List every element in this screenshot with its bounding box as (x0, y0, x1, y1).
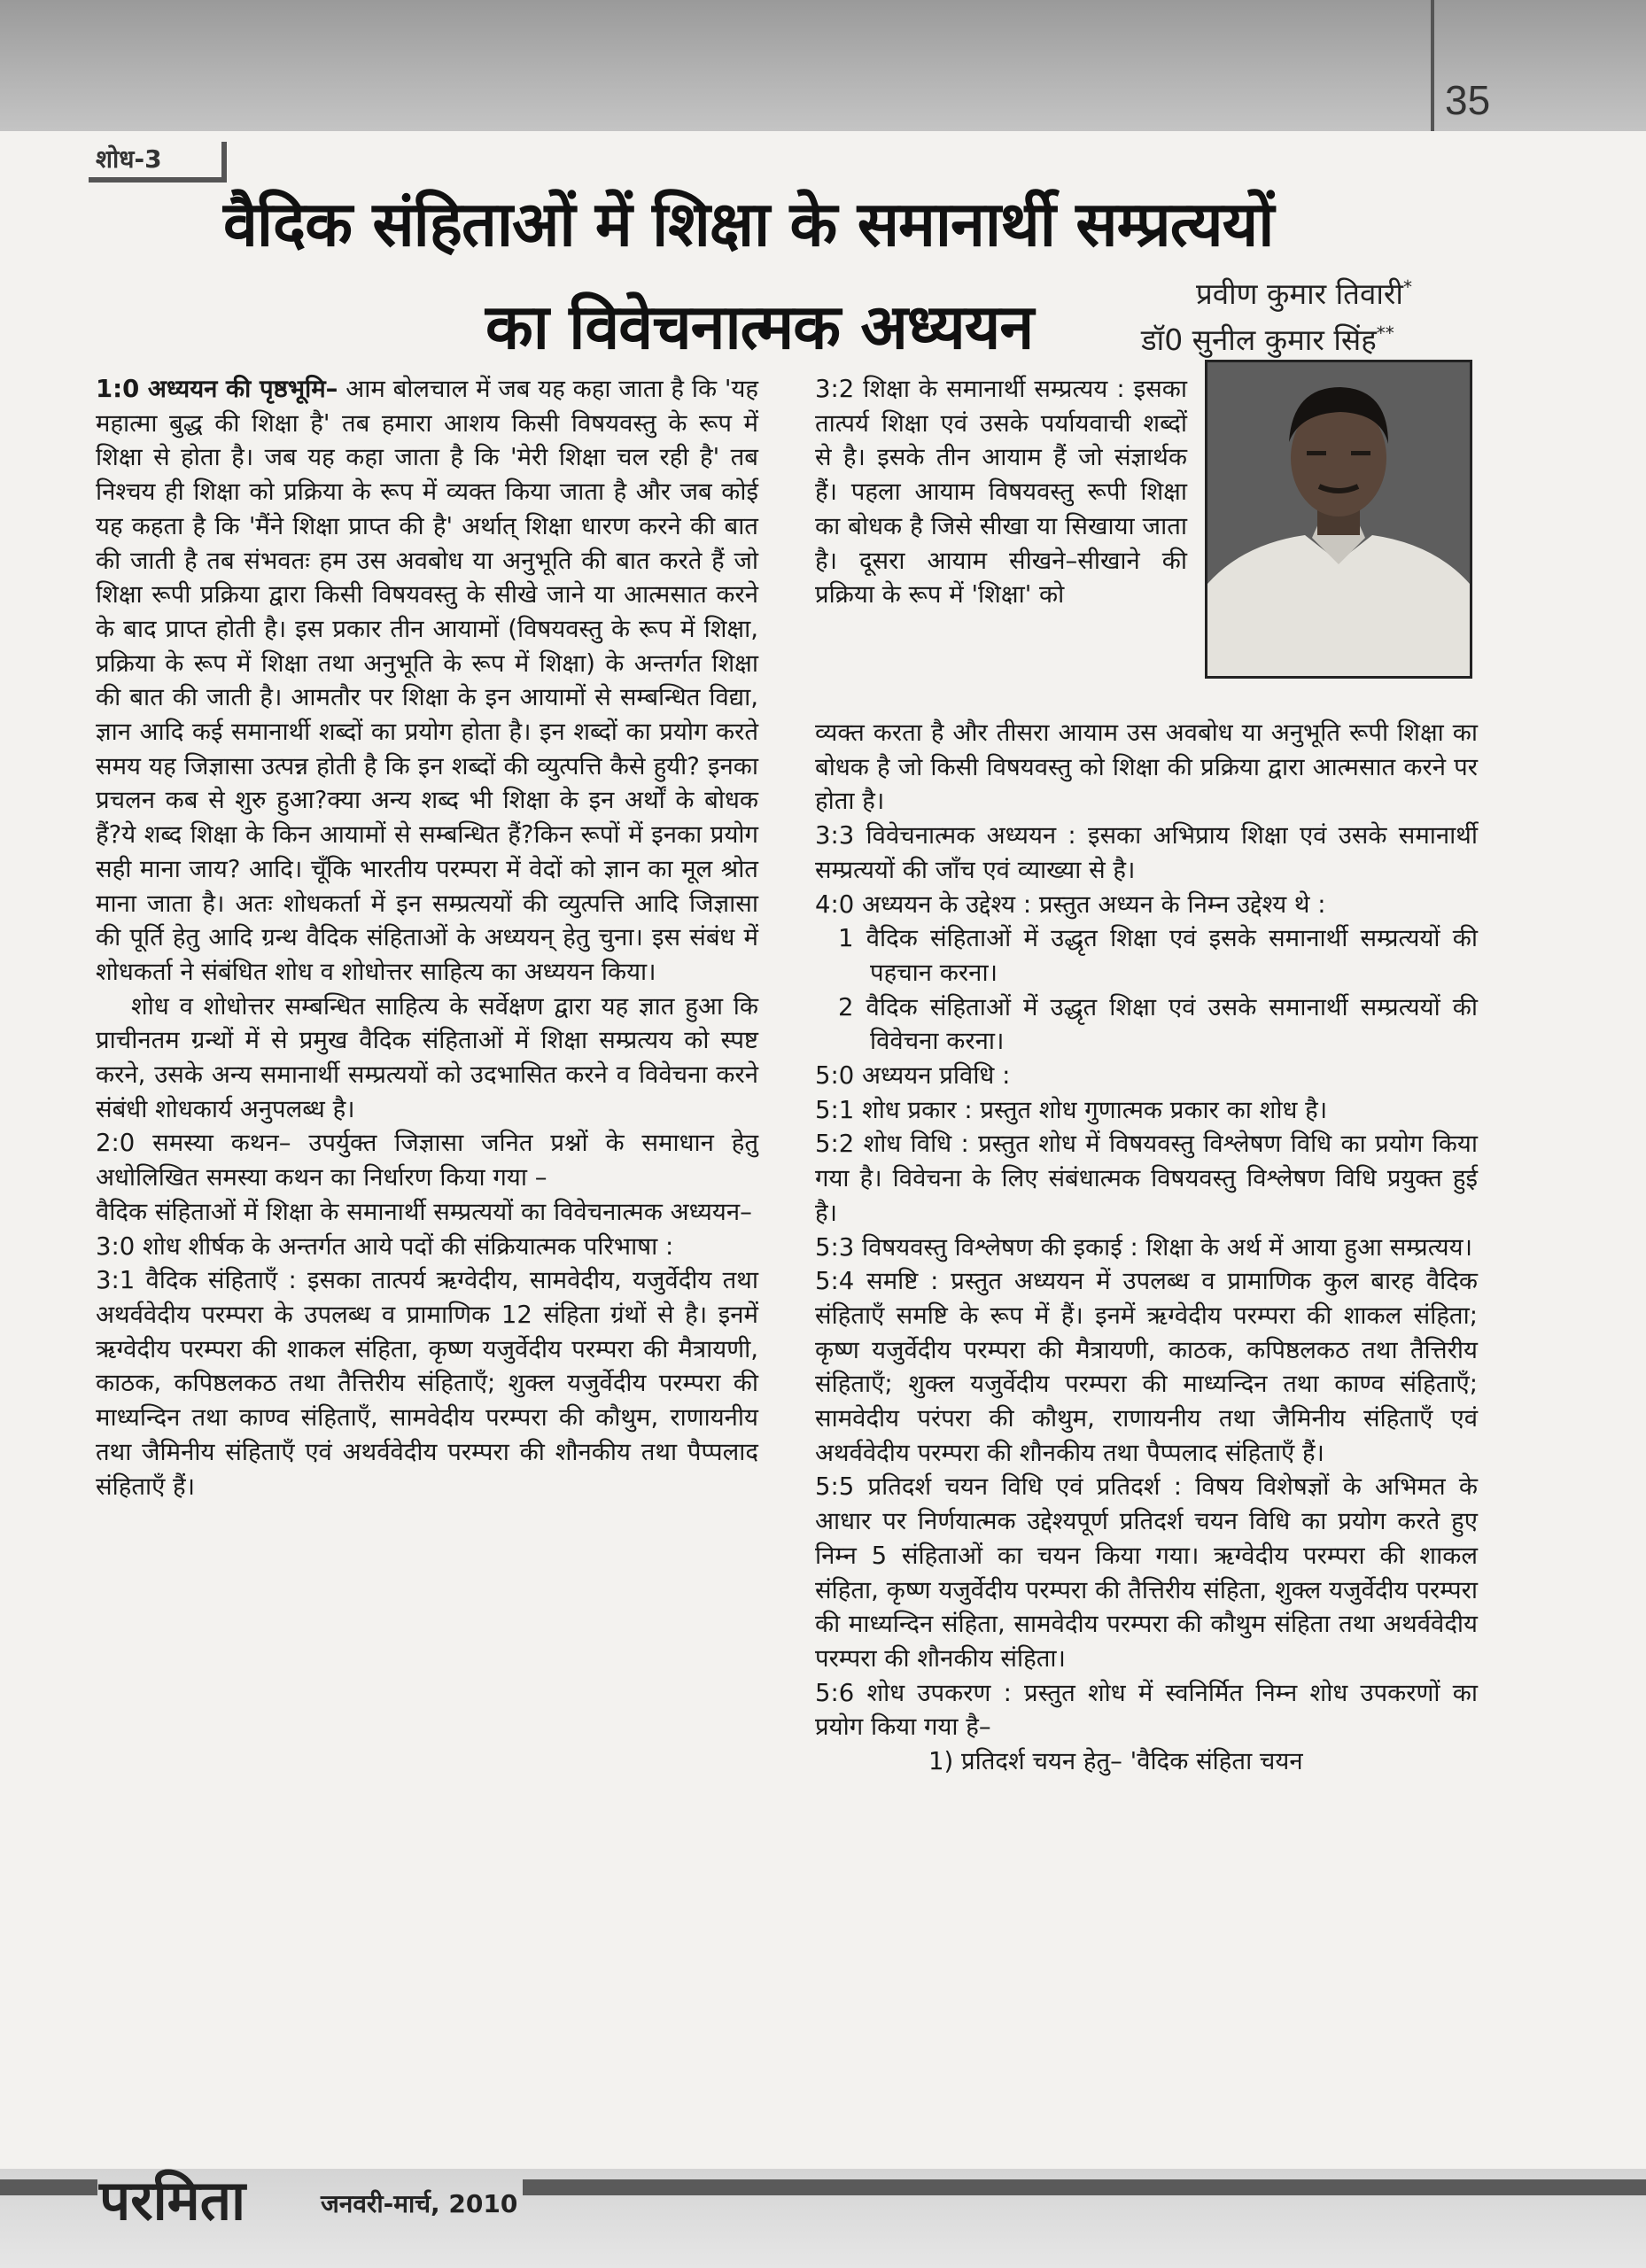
paragraph-synonym-concepts-cont: व्यक्त करता है और तीसरा आयाम उस अवबोध या अनुभूति रूपी शिक्षा का बोधक है जो किसी विषयवस्तु को शिक्षा की प्रक्रिया द्वारा आत्मसात करने पर होता है। (815, 718, 1478, 816)
paragraph-vedic-samhitas: 3:1 वैदिक संहिताएँ : इसका तात्पर्य ऋग्वेदीय, सामवेदीय, यजुर्वेदीय तथा अथर्ववेदीय परम्परा के उपलब्ध व प्रामाणिक 12 संहिता ग्रंथों से है। इनमें ऋग्वेदीय परम्परा की शाकल संहिता, कृष्ण यजुर्वेदीय परम्परा की मैत्रायणी, काठक, कपिष्ठलकठ तथा तैत्तिरीय संहिताएँ; शुक्ल यजुर्वेदीय परम्परा की माध्यन्दिन तथा काण्व संहिताएँ, सामवेदीय परम्परा की कौथुम, राणायनीय तथा जैमिनीय संहिताएँ एवं अथर्ववेदीय परम्परा की शौनकीय तथा पैप्पलाद संहिताएँ हैं। (96, 1266, 758, 1501)
paragraph-research-type: 5:1 शोध प्रकार : प्रस्तुत शोध गुणात्मक प्रकार का शोध है। (815, 1095, 1328, 1124)
paragraph-definitions: 3:0 शोध शीर्षक के अन्तर्गत आये पदों की संक्रियात्मक परिभाषा : (96, 1231, 674, 1261)
author-1-mark: * (1402, 276, 1412, 298)
paragraph-problem-statement: 2:0 समस्या कथन– उपर्युक्त जिज्ञासा जनित प्रश्नों के समाधान हेतु अधोलिखित समस्या कथन का निर्धारण किया गया – (96, 1129, 758, 1192)
paragraph-population: 5:4 समष्टि : प्रस्तुत अध्ययन में उपलब्ध व प्रामाणिक कुल बारह वैदिक संहिताएँ समष्टि के रूप में हैं। इनमें ऋग्वेदीय परम्परा की शाकल संहिता; कृष्ण यजुर्वेदीय परम्परा की मैत्रायणी, काठक, कपिष्ठलकठ तथा तैत्तिरीय संहिताएँ; शुक्ल यजुर्वेदीय परम्परा की माध्यन्दिन तथा काण्व संहिताएँ; सामवेदीय परंपरा की कौथुम, राणायनीय तथा जैमिनीय संहिताएँ एवं अथर्ववेदीय परम्परा की शौनकीय तथा पैप्पलाद संहिताएँ हैं। (815, 1267, 1478, 1467)
paragraph-problem-title: वैदिक संहिताओं में शिक्षा के समानार्थी सम्प्रत्ययों का विवेचनात्मक अध्ययन– (96, 1197, 752, 1226)
author-1-name: प्रवीण कुमार तिवारी (1196, 276, 1403, 311)
header-band (0, 0, 1646, 131)
author-portrait-icon (1207, 362, 1470, 676)
footer-rule-left (0, 2179, 97, 2195)
paragraph-background (96, 372, 758, 990)
article-title-line-1: वैदिक संहिताओं में शिक्षा के समानार्थी सम्प्रत्ययों (223, 188, 1274, 260)
author-2-mark: ** (1376, 322, 1394, 344)
paragraph-synonym-concepts: 3:2 शिक्षा के समानार्थी सम्प्रत्यय : इसका तात्पर्य शिक्षा एवं उसके पर्यायवाची शब्दों से है। इसके तीन आयाम हैं जो संज्ञार्थक हैं। पहला आयाम विषयवस्तु रूपी शिक्षा का बोधक है जिसे सीखा या सिखाया जाता है। दूसरा आयाम सीखने–सीखाने की प्रक्रिया के रूप में 'शिक्षा' को (815, 375, 1187, 610)
magazine-name: परमिता (99, 2168, 246, 2233)
section-tag: शोध-3 (89, 142, 227, 183)
author-2-name: डॉ0 सुनील कुमार सिंह (1141, 322, 1377, 357)
paragraph-tools: 5:6 शोध उपकरण : प्रस्तुत शोध में स्वनिर्मित निम्न शोध उपकरणों का प्रयोग किया गया है– (815, 1678, 1478, 1742)
heading-background: 1:0 अध्ययन की पृष्ठभूमि– (96, 375, 338, 403)
paragraph-research-method: 5:2 शोध विधि : प्रस्तुत शोध में विषयवस्तु विश्लेषण विधि का प्रयोग किया गया है। विवेचना के लिए संबंधात्मक विषयवस्तु विश्लेषण विधि प्रयुक्त हुई है। (815, 1130, 1478, 1227)
background-text: आम बोलचाल में जब यह कहा जाता है कि 'यह महात्मा बुद्ध की शिक्षा है' तब हमारा आशय किसी विषयवस्तु के रूप में शिक्षा से होता है। जब यह कहा जाता है कि 'मेरी शिक्षा चल रही है' तब निश्चय ही शिक्षा को प्रक्रिया के रूप में व्यक्त किया जाता है और जब कोई यह कहता है कि 'मैंने शिक्षा प्राप्त की है' अर्थात् शिक्षा धारण करने की बात की जाती है तब संभवतः हम उस अवबोध या अनुभूति की बात करते हैं जो शिक्षा रूपी प्रक्रिया द्वारा किसी विषयवस्तु के सीखे जाने या आत्मसात करने के बाद प्राप्त होती है। इस प्रकार तीन आयामों (विषयवस्तु के रूप में शिक्षा, प्रक्रिया के रूप में शिक्षा तथा अनुभूति के रूप में शिक्षा) के अन्तर्गत शिक्षा की बात की जाती है। आमतौर पर शिक्षा के इन आयामों से सम्बन्धित विद्या, ज्ञान आदि कई समानार्थी शब्दों का प्रयोग होता है। इन शब्दों का प्रयोग करते समय यह जिज्ञासा उत्पन्न होती है कि इन शब्दों की व्युत्पत्ति कैसे हुयी? इनका प्रचलन कब से शुरु हुआ?क्या अन्य शब्द भी शिक्षा के इन अर्थों के बोधक हैं?ये शब्द शिक्षा के किन आयामों से सम्बन्धित हैं?किन रूपों में इनका प्रयोग सही माना जाय? आदि। चूँकि भारतीय परम्परा में वेदों को ज्ञान का मूल श्रोत माना जाता है। अतः शोधकर्ता में इन सम्प्रत्ययों की व्युत्पत्ति आदि जिज्ञासा की पूर्ति हेतु आदि ग्रन्थ वैदिक संहिताओं के अध्ययन् हेतु चुना। इस संबंध में शोधकर्ता ने संबंधित शोध व शोधोत्तर साहित्य का अध्ययन किया। (96, 375, 758, 986)
author-photo (1205, 360, 1472, 679)
paragraph-tool-item: 1) प्रतिदर्श चयन हेतु– 'वैदिक संहिता चयन (928, 1747, 1303, 1776)
author-1 (1196, 273, 1412, 313)
author-2 (1141, 319, 1394, 359)
paragraph-methodology: 5:0 अध्ययन प्रविधि : (815, 1061, 1011, 1091)
left-column (96, 372, 758, 1503)
article-title-line-2: का विवेचनात्मक अध्ययन (485, 291, 1034, 363)
paragraph-analysis-unit: 5:3 विषयवस्तु विश्लेषण की इकाई : शिक्षा के अर्थ में आया हुआ सम्प्रत्यय। (815, 1232, 1472, 1262)
paragraph-sampling: 5:5 प्रतिदर्श चयन विधि एवं प्रतिदर्श : विषय विशेषज्ञों के अभिमत के आधार पर निर्णयात्मक उद्देश्यपूर्ण प्रतिदर्श चयन विधि का प्रयोग करते हुए निम्न 5 संहिताओं का चयन किया गया। ऋग्वेदीय परम्परा की शाकल संहिता, कृष्ण यजुर्वेदीय परम्परा की तैत्तिरीय संहिता, शुक्ल यजुर्वेदीय परम्परा की माध्यन्दिन संहिता, सामवेदीय परम्परा की कौथुम संहिता तथा अथर्ववेदीय परम्परा की शौनकीय संहिता। (815, 1472, 1478, 1673)
footer-rule-right (523, 2179, 1646, 2195)
right-column-beside-photo (815, 372, 1187, 612)
objective-item: 2 वैदिक संहिताओं में उद्धृत शिक्षा एवं उसके समानार्थी सम्प्रत्ययों की विवेचना करना। (838, 992, 1478, 1056)
right-column (815, 716, 1478, 1779)
paragraph-critical-study: 3:3 विवेचनात्मक अध्ययन : इसका अभिप्राय शिक्षा एवं उसके समानार्थी सम्प्रत्ययों की जाँच एवं व्याख्या से है। (815, 821, 1478, 884)
page-number: 35 (1431, 0, 1646, 131)
paragraph-objectives: 4:0 अध्ययन के उद्देश्य : प्रस्तुत अध्यन के निम्न उद्देश्य थे : (815, 889, 1326, 919)
objective-item: 1 वैदिक संहिताओं में उद्धृत शिक्षा एवं इसके समानार्थी सम्प्रत्ययों की पहचान करना। (838, 924, 1478, 987)
issue-date: जनवरी-मार्च, 2010 (321, 2189, 518, 2218)
paragraph-survey: शोध व शोधोत्तर सम्बन्धित साहित्य के सर्वेक्षण द्वारा यह ज्ञात हुआ कि प्राचीनतम ग्रन्थों में से प्रमुख वैदिक संहिताओं में शिक्षा सम्प्रत्यय को स्पष्ट करने, उसके अन्य समानार्थी सम्प्रत्ययों को उदभासित करने व विवेचना करने संबंधी शोधकार्य अनुपलब्ध है। (96, 991, 758, 1123)
